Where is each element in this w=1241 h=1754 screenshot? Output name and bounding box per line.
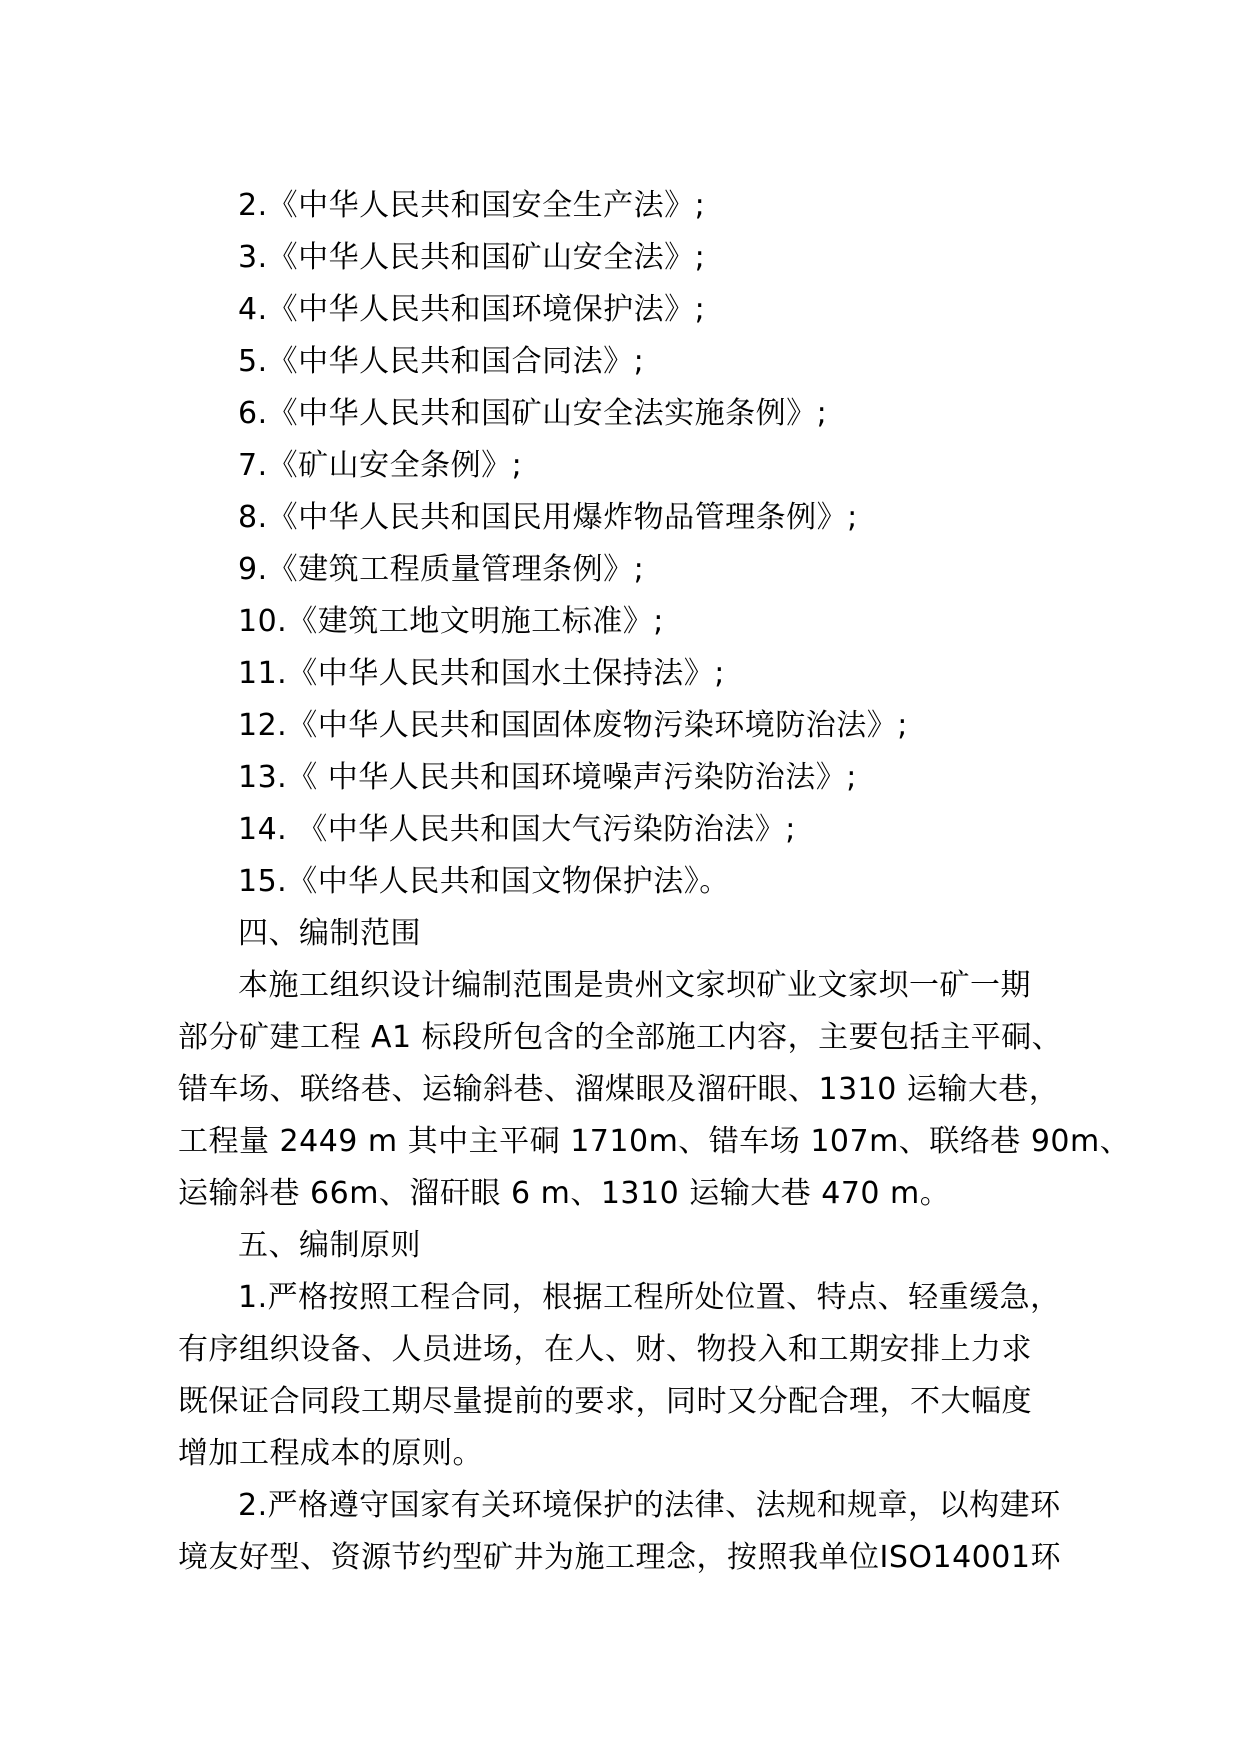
scope-paragraph-line: 工程量 2449 m 其中主平硐 1710m、错车场 107m、联络巷 90m、 [178,1124,1131,1159]
law-item: 8.《中华人民共和国民用爆炸物品管理条例》; [238,500,858,535]
principle-2-line: 境友好型、资源节约型矿井为施工理念，按照我单位ISO14001环 [178,1540,1061,1575]
principle-1-line: 既保证合同段工期尽量提前的要求，同时又分配合理，不大幅度 [178,1384,1032,1419]
principle-1-line: 1.严格按照工程合同，根据工程所处位置、特点、轻重缓急， [238,1280,1061,1315]
law-item: 6.《中华人民共和国矿山安全法实施条例》; [238,396,828,431]
scope-paragraph-line: 部分矿建工程 A1 标段所包含的全部施工内容，主要包括主平硐、 [178,1020,1063,1055]
principle-1-line: 增加工程成本的原则。 [178,1436,483,1471]
section-heading-scope: 四、编制范围 [238,916,421,951]
law-item: 12.《中华人民共和国固体废物污染环境防治法》; [238,708,908,743]
law-item: 14. 《中华人民共和国大气污染防治法》; [238,812,796,847]
law-item: 4.《中华人民共和国环境保护法》; [238,292,706,327]
law-item: 9.《建筑工程质量管理条例》; [238,552,645,587]
law-item: 10.《建筑工地文明施工标准》; [238,604,664,639]
document-body [178,180,1138,1584]
principle-2-line: 2.严格遵守国家有关环境保护的法律、法规和规章，以构建环 [238,1488,1061,1523]
law-item: 7.《矿山安全条例》; [238,448,523,483]
scope-paragraph-line: 运输斜巷 66m、溜矸眼 6 m、1310 运输大巷 470 m。 [178,1176,951,1211]
law-item: 13.《 中华人民共和国环境噪声污染防治法》; [238,760,857,795]
law-item: 15.《中华人民共和国文物保护法》。 [238,864,730,899]
law-item: 5.《中华人民共和国合同法》; [238,344,645,379]
scope-paragraph-line: 错车场、联络巷、运输斜巷、溜煤眼及溜矸眼、1310 运输大巷， [178,1072,1060,1107]
principle-1-line: 有序组织设备、人员进场，在人、财、物投入和工期安排上力求 [178,1332,1032,1367]
law-item: 11.《中华人民共和国水土保持法》; [238,656,725,691]
section-heading-principles: 五、编制原则 [238,1228,421,1263]
law-item: 2.《中华人民共和国安全生产法》; [238,188,706,223]
scope-paragraph-line: 本施工组织设计编制范围是贵州文家坝矿业文家坝一矿一期 [238,968,1031,1003]
law-item: 3.《中华人民共和国矿山安全法》; [238,240,706,275]
